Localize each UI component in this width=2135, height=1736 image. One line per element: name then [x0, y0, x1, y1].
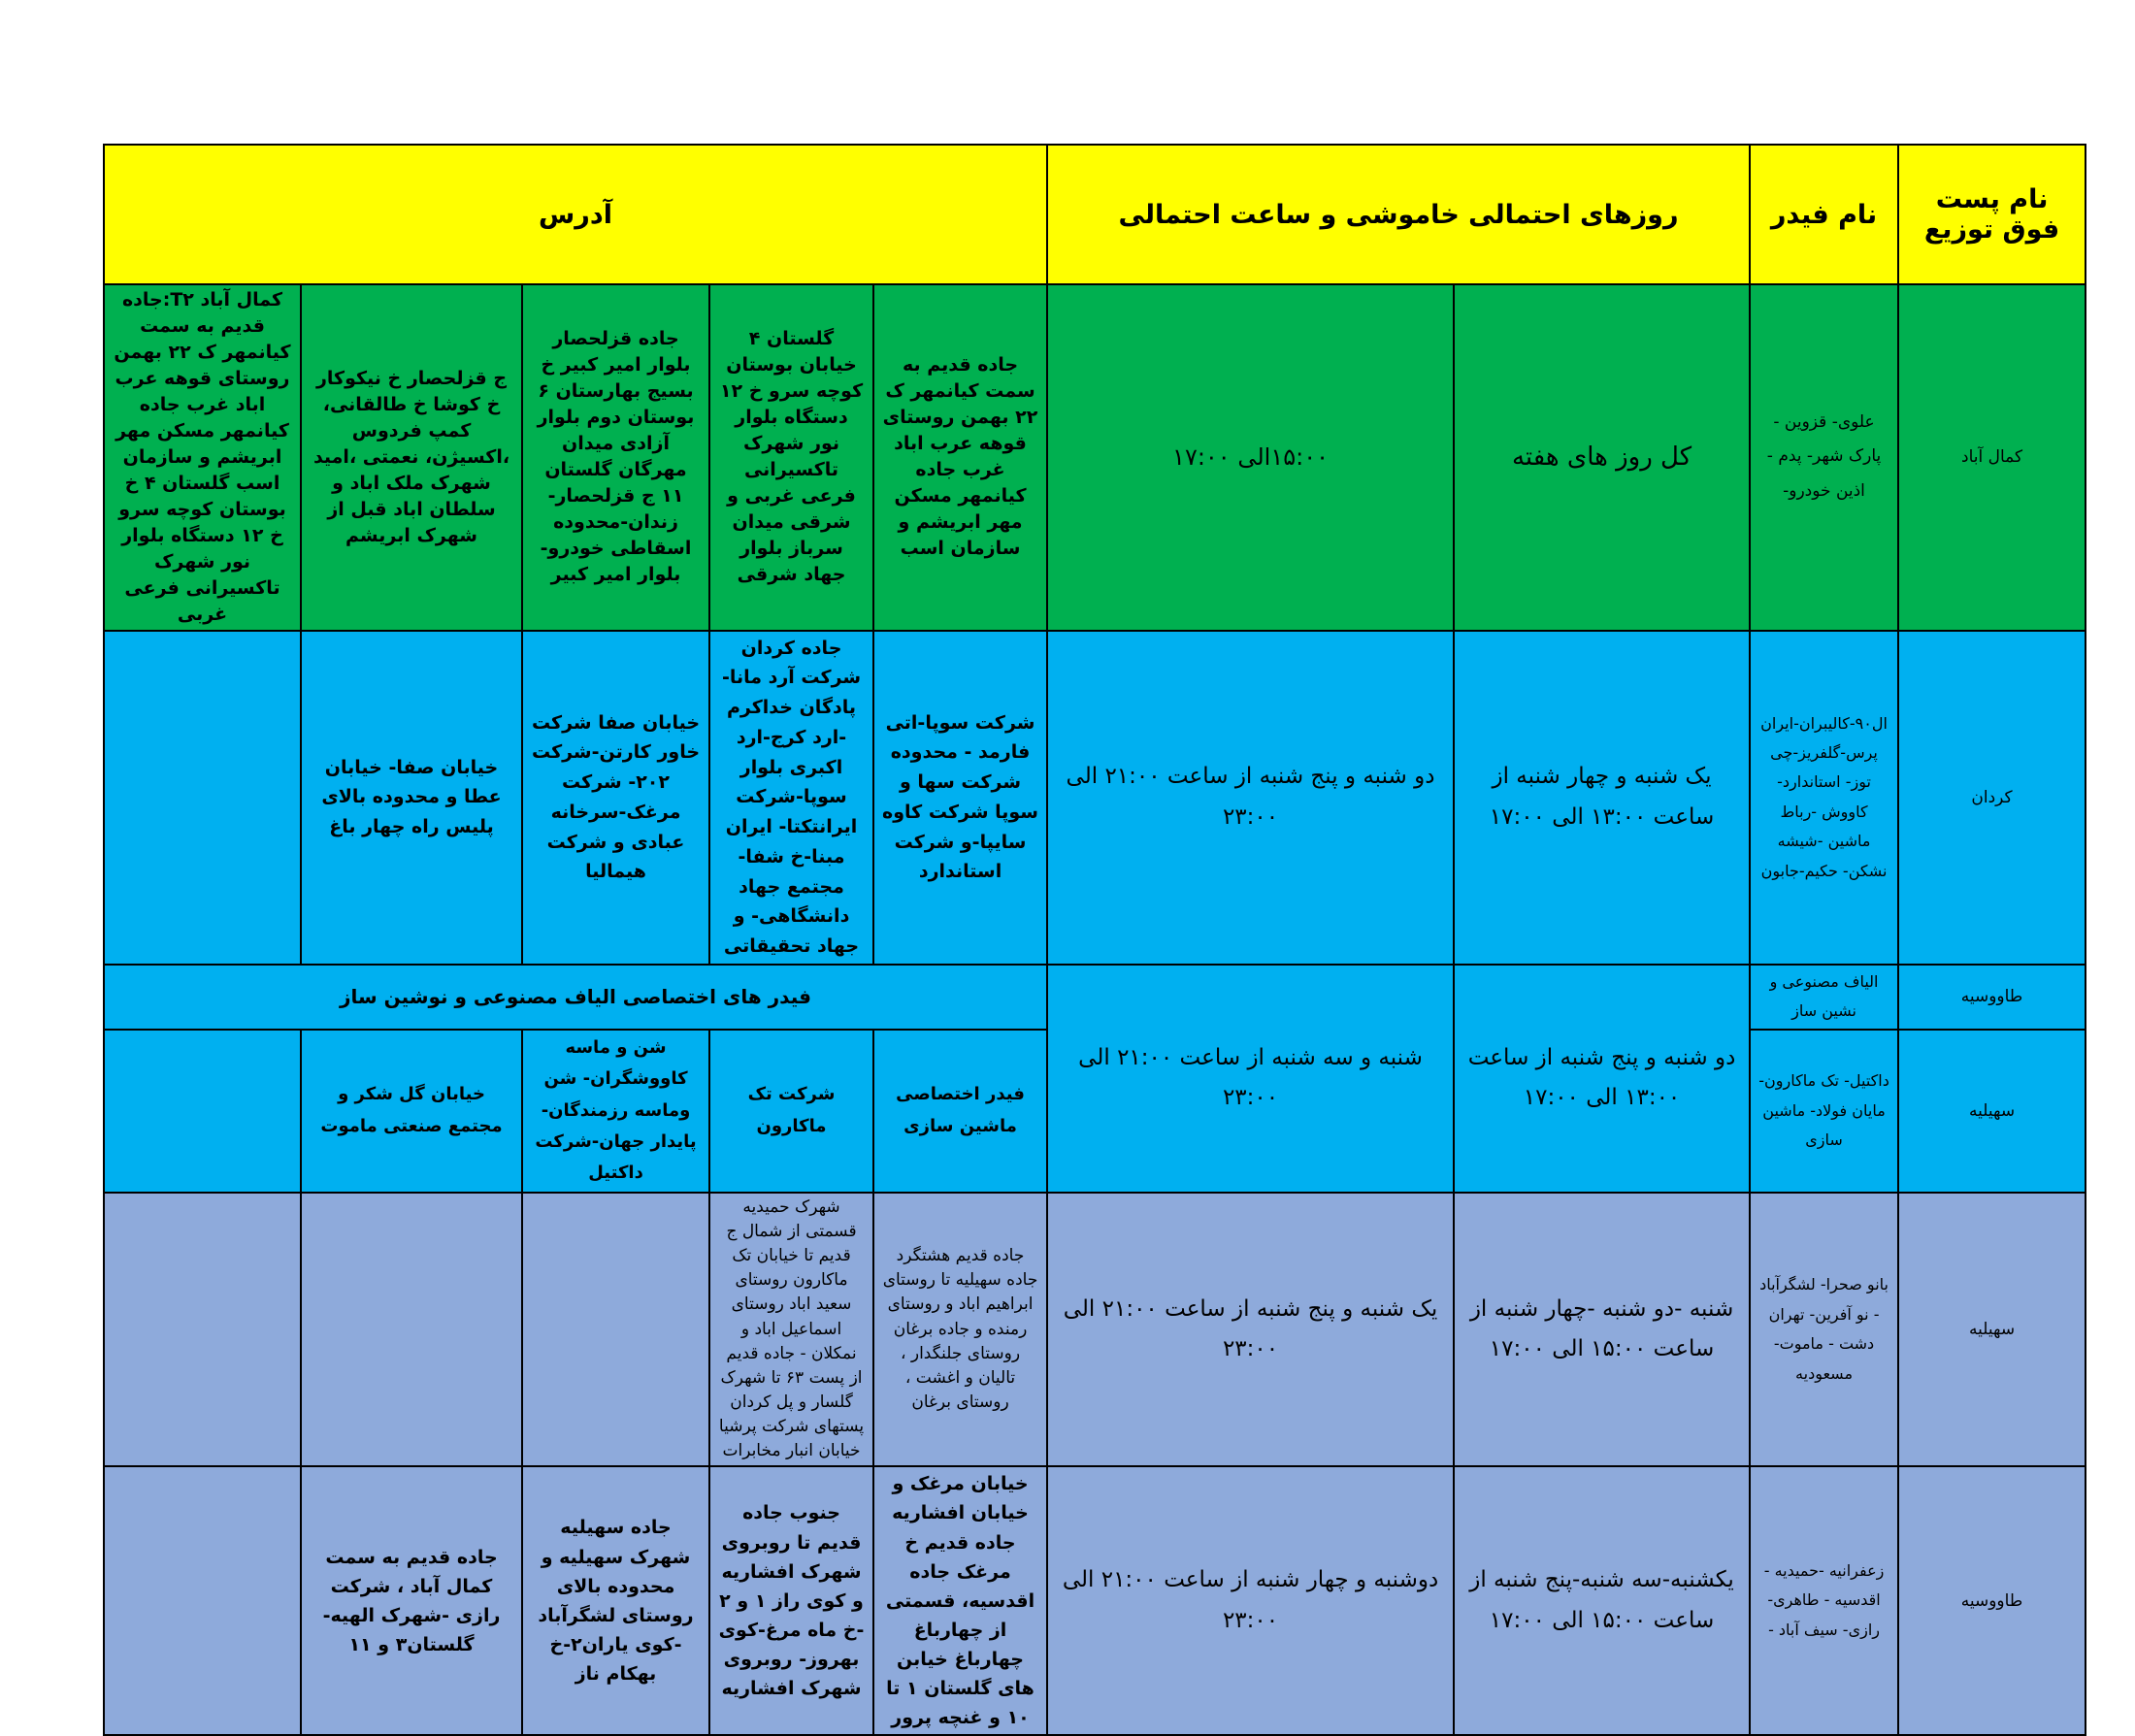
cell-address-4: خیابان صفا- خیابان عطا و محدوده بالای پلیس راه چهار باغ — [301, 631, 522, 965]
cell-address-2: جنوب جاده قدیم تا روبروی شهرک افشاریه و کوی راز ۱ و ۲ -خ ماه مرغ-کوی بهروز- روبروی شهرک افشاریه — [709, 1466, 873, 1734]
table-row — [104, 284, 2086, 631]
cell-outage-hours: دو شنبه و پنج شنبه از ساعت ۲۱:۰۰ الی ۲۳:۰۰ — [1047, 631, 1454, 965]
header-outage-days: روزهای احتمالی خاموشی و ساعت احتمالی — [1047, 145, 1750, 284]
cell-address-5 — [104, 1030, 301, 1193]
outage-schedule-sheet — [103, 144, 2086, 1736]
cell-address-4: خیابان گل شکر و مجتمع صنعتی ماموت — [301, 1030, 522, 1193]
cell-post-name: طاووسیه — [1898, 965, 2086, 1030]
cell-address-1: جاده قدیم به سمت کیانمهر ک ۲۲ بهمن روستای قوهه عرب اباد غرب جاده کیانمهر مسکن مهر ابریشم و سازمان اسب — [873, 284, 1047, 631]
table-row — [104, 1466, 2086, 1734]
cell-outage-days: شنبه -دو شنبه -چهار شنبه از ساعت ۱۵:۰۰ الی ۱۷:۰۰ — [1454, 1193, 1750, 1467]
cell-address-1: جاده قدیم هشتگرد جاده سهیلیه تا روستای ابراهیم اباد و روستای رمنده و جاده برغان روستای جلنگدار ، تالیان و اغشت ، روستای برغان — [873, 1193, 1047, 1467]
cell-address-3 — [522, 1193, 709, 1467]
cell-outage-hours: یک شنبه و پنج شنبه از ساعت ۲۱:۰۰ الی ۲۳:۰۰ — [1047, 1193, 1454, 1467]
cell-outage-hours: ۱۵:۰۰الی ۱۷:۰۰ — [1047, 284, 1454, 631]
cell-outage-days: یکشنبه-سه شنبه-پنج شنبه از ساعت ۱۵:۰۰ الی ۱۷:۰۰ — [1454, 1466, 1750, 1734]
cell-address-merged: فیدر های اختصاصی الیاف مصنوعی و نوشین ساز — [104, 965, 1047, 1030]
cell-address-5 — [104, 1466, 301, 1734]
header-feeder-name: نام فیدر — [1750, 145, 1898, 284]
table-row — [104, 1193, 2086, 1467]
cell-address-5 — [104, 1193, 301, 1467]
cell-post-name: سهیلیه — [1898, 1030, 2086, 1193]
cell-address-1: فیدر اختصاصی ماشین سازی — [873, 1030, 1047, 1193]
cell-outage-hours: دوشنبه و چهار شنبه از ساعت ۲۱:۰۰ الی ۲۳:۰۰ — [1047, 1466, 1454, 1734]
cell-post-name: سهیلیه — [1898, 1193, 2086, 1467]
outage-schedule-table — [103, 144, 2086, 1736]
cell-address-5 — [104, 631, 301, 965]
cell-address-2: گلستان ۴ خیابان بوستان کوچه سرو خ ۱۲ دستگاه بلوار نور شهرک تاکسیرانی فرعی غربی و شرقی میدان سرباز بلوار جهاد شرقی — [709, 284, 873, 631]
cell-address-3: جاده سهیلیه شهرک سهیلیه و محدوده بالای روستای لشگرآباد -کوی یاران۲-خ بهکام ناز — [522, 1466, 709, 1734]
header-address: آدرس — [104, 145, 1047, 284]
table-row — [104, 965, 2086, 1030]
cell-feeder-name: ال۹۰-کالیبران-ایران پرس-گلفریز-چی توز- استاندارد-کاووش -رباط ماشین -شیشه نشکن- حکیم-جابون — [1750, 631, 1898, 965]
header-post-name: نام پست فوق توزیع — [1898, 145, 2086, 284]
cell-address-2: شهرک حمیدیه قسمتی از شمال ج قدیم تا خیابان تک ماکارون روستای سعید اباد روستای اسماعیل اباد و نمکلان - جاده قدیم از پست ۶۳ تا شهرک گلسار و پل کردان پستهای شرکت پرشیا خیابان انبار مخابرات — [709, 1193, 873, 1467]
table-header-row — [104, 145, 2086, 284]
cell-post-name: کردان — [1898, 631, 2086, 965]
cell-post-name: کمال آباد — [1898, 284, 2086, 631]
cell-address-4: جاده قدیم به سمت کمال آباد ، شرکت رازی -شهرک الهیه- گلستان۳ و ۱۱ — [301, 1466, 522, 1734]
cell-address-1: خیابان مرغک و خیابان افشاریه جاده قدیم خ مرغک جاده اقدسیه، قسمتی از چهارباغ چهارباغ خیابن های گلستان ۱ تا ۱۰ و غنچه پرور — [873, 1466, 1047, 1734]
cell-outage-days: کل روز های هفته — [1454, 284, 1750, 631]
cell-address-4: ج قزلحصار خ نیکوکار خ کوشا خ طالقانی، کمپ فردوس ،اکسیژن، نعمتی ،امید شهرک ملک اباد و سلطان اباد قبل از شهرک ابریشم — [301, 284, 522, 631]
cell-address-3: شن و ماسه کاووشگران- شن وماسه رزمندگان- پایدار جهان-شرکت داکتیل — [522, 1030, 709, 1193]
cell-feeder-name: بانو صحرا- لشگرآباد - نو آفرین- تهران دشت - ماموت- مسعودیه — [1750, 1193, 1898, 1467]
cell-outage-days: دو شنبه و پنج شنبه از ساعت ۱۳:۰۰ الی ۱۷:۰۰ — [1454, 965, 1750, 1193]
cell-address-3: جاده قزلحصار بلوار امیر کبیر خ بسیج بهارستان ۶ بوستان دوم بلوار آزادی میدان مهرگان گلستان ۱۱ ج قزلحصار-زندان-محدوده اسقاطی خودرو-بلوار امیر کبیر — [522, 284, 709, 631]
cell-address-2: شرکت تک ماکارون — [709, 1030, 873, 1193]
cell-outage-days: یک شنبه و چهار شنبه از ساعت ۱۳:۰۰ الی ۱۷:۰۰ — [1454, 631, 1750, 965]
table-row — [104, 631, 2086, 965]
cell-feeder-name: الیاف مصنوعی و نشین ساز — [1750, 965, 1898, 1030]
cell-address-4 — [301, 1193, 522, 1467]
cell-feeder-name: زعفرانیه -حمیدیه - اقدسیه - طاهری- رازی- سیف آباد - — [1750, 1466, 1898, 1734]
cell-feeder-name: علوی- قزوین - پارک شهر- پدم - اذین خودرو- — [1750, 284, 1898, 631]
cell-post-name: طاووسیه — [1898, 1466, 2086, 1734]
cell-outage-hours: شنبه و سه شنبه از ساعت ۲۱:۰۰ الی ۲۳:۰۰ — [1047, 965, 1454, 1193]
cell-address-5: کمال آباد T۲:جاده قدیم به سمت کیانمهر ک ۲۲ بهمن روستای قوهه عرب اباد غرب جاده کیانمهر مسکن مهر ابریشم و سازمان اسب گلستان ۴ خ بوستان کوچه سرو خ ۱۲ دستگاه بلوار نور شهرک تاکسیرانی فرعی غربی — [104, 284, 301, 631]
cell-feeder-name: داکتیل- تک ماکارون- مایان فولاد- ماشین سازی — [1750, 1030, 1898, 1193]
cell-address-1: شرکت سوپا-اتی فارمد - محدوده شرکت سها و سوپا شرکت کاوه سایپا-و شرکت استاندارد — [873, 631, 1047, 965]
cell-address-3: خیابان صفا شرکت خاور کارتن-شرکت ۲۰۲- شرکت مرغک-سرخانه عبادی و شرکت هیمالیا — [522, 631, 709, 965]
cell-address-2: جاده کردان شرکت آرد مانا-پادگان خداکرم -ارد کرج-ارد اکبری بلوار سوپا-شرکت ایرانتکتا- ایران مبنا-خ شفا- مجتمع جهاد دانشگاهی- و جهاد تحقیقاتی — [709, 631, 873, 965]
